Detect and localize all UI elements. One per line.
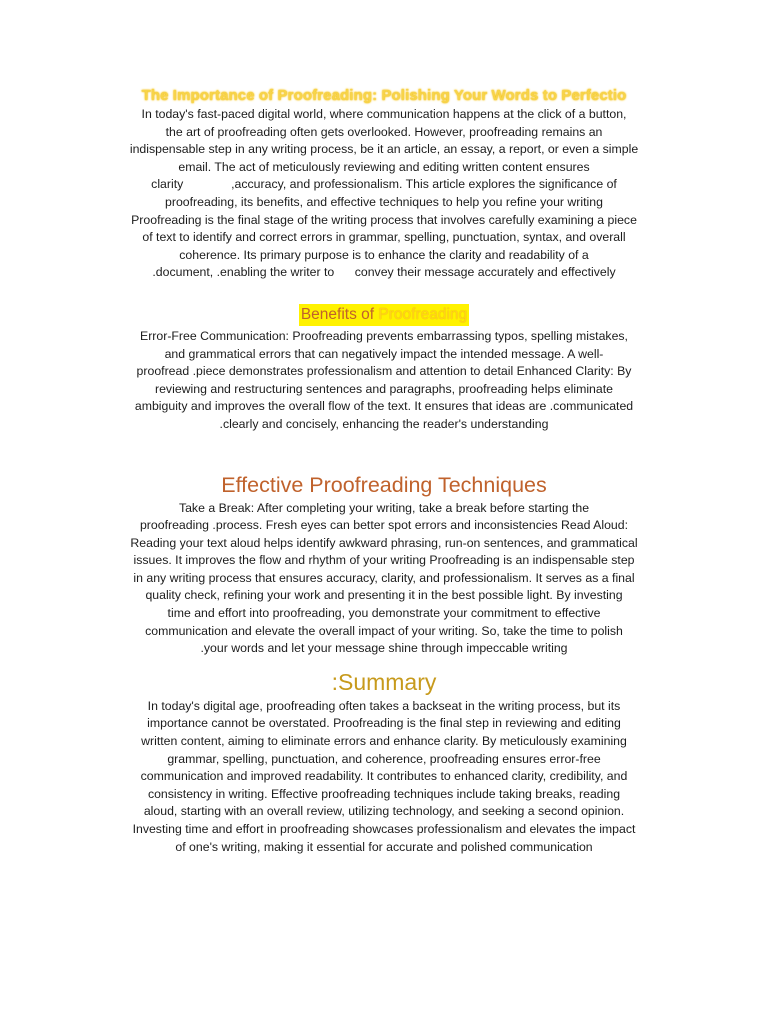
intro-paragraph [108,106,660,282]
intro-line: of text to identify and correct errors in grammar, spelling, punctuation, syntax, and overall [142,230,626,245]
techniques-line: Take a Break: After completing your writing, take a break before starting the [178,500,590,515]
benefits-line: and grammatical errors that can negatively impact the intended message. A well- [164,346,604,361]
summary-line: Investing time and effort in proofreading showcases professionalism and elevates the impact [132,822,636,836]
summary-line: importance cannot be overstated. Proofreading is the final step in reviewing and editing [147,716,621,731]
benefits-heading-highlight-word: Proofreading [378,305,468,323]
techniques-heading: Effective Proofreading Techniques [221,472,547,497]
benefits-line: .clearly and concisely, enhancing the reader's understanding [219,416,549,431]
summary-line: aloud, starting with an overall review, utilizing technology, and seeking a second opinion. [143,804,625,819]
techniques-line: proofreading .process. Fresh eyes can better spot errors and inconsistencies Read Aloud: [139,518,629,533]
benefits-paragraph [108,328,660,434]
benefits-line: ambiguity and improves the overall flow of the text. It ensures that ideas are .communicated [134,399,634,414]
intro-line: Proofreading is the final stage of the writing process that involves carefully examining a piece [131,212,637,227]
document-page [108,86,660,856]
intro-line: indispensable step in any writing process, be it an article, an essay, a report, or even a simple [129,142,639,157]
summary-line: communication and improved readability. It contributes to enhanced clarity, credibility, and [140,769,628,784]
intro-line: coherence. Its primary purpose is to enhance the clarity and readability of a [179,247,589,262]
techniques-paragraph [108,500,660,658]
summary-line: written content, aiming to eliminate errors and enhance clarity. By meticulously examining [141,734,627,749]
benefits-line: Error-Free Communication: Proofreading prevents embarrassing typos, spelling mistakes, [140,328,628,343]
intro-line: email. The act of meticulously reviewing and editing written content ensures [178,159,590,174]
summary-line: In today's digital age, proofreading often takes a backseat in the writing process, but its [147,698,621,713]
benefits-heading-highlight [299,304,469,326]
intro-line: proofreading, its benefits, and effective techniques to help you refine your writing [165,194,603,209]
techniques-line: .your words and let your message shine through impeccable writing [200,641,568,656]
intro-line: the art of proofreading often gets overlooked. However, proofreading remains an [165,124,603,139]
intro-line: clarity ,accuracy, and professionalism. This article explores the significance of [151,177,617,192]
techniques-line: quality check, refining your work and presenting it in the best possible light. By investing [145,588,623,603]
summary-line: grammar, spelling, punctuation, and coherence, proofreading ensures error-free [167,751,601,766]
summary-paragraph [108,698,660,856]
benefits-heading-prefix: Benefits of [300,305,379,323]
benefits-line: proofread .piece demonstrates professionalism and attention to detail Enhanced Clarity: By [136,364,632,379]
document-title: The Importance of Proofreading: Polishing Your Words to Perfectio [141,87,627,104]
techniques-line: in any writing process that ensures accuracy, clarity, and professionalism. It serves as a final [133,570,635,585]
techniques-line: communication and elevate the overall impact of your writing. So, take the time to polish [145,623,623,638]
techniques-line: issues. It improves the flow and rhythm of your writing Proofreading is an indispensable step [133,553,635,568]
intro-line: .document, .enabling the writer to convey their message accurately and effectively [152,265,616,280]
summary-line: of one's writing, making it essential for accurate and polished communication [175,839,593,854]
benefits-heading [108,302,660,328]
summary-line: consistency in writing. Effective proofreading techniques include taking breaks, reading [147,786,621,801]
techniques-line: time and effort into proofreading, you demonstrate your commitment to effective [167,606,601,621]
summary-heading: :Summary [331,668,437,695]
benefits-line: reviewing and restructuring sentences and paragraphs, proofreading helps eliminate [155,381,613,396]
techniques-line: Reading your text aloud helps identify awkward phrasing, run-on sentences, and grammatical [130,535,638,550]
intro-line: In today's fast-paced digital world, where communication happens at the click of a button, [141,107,627,121]
